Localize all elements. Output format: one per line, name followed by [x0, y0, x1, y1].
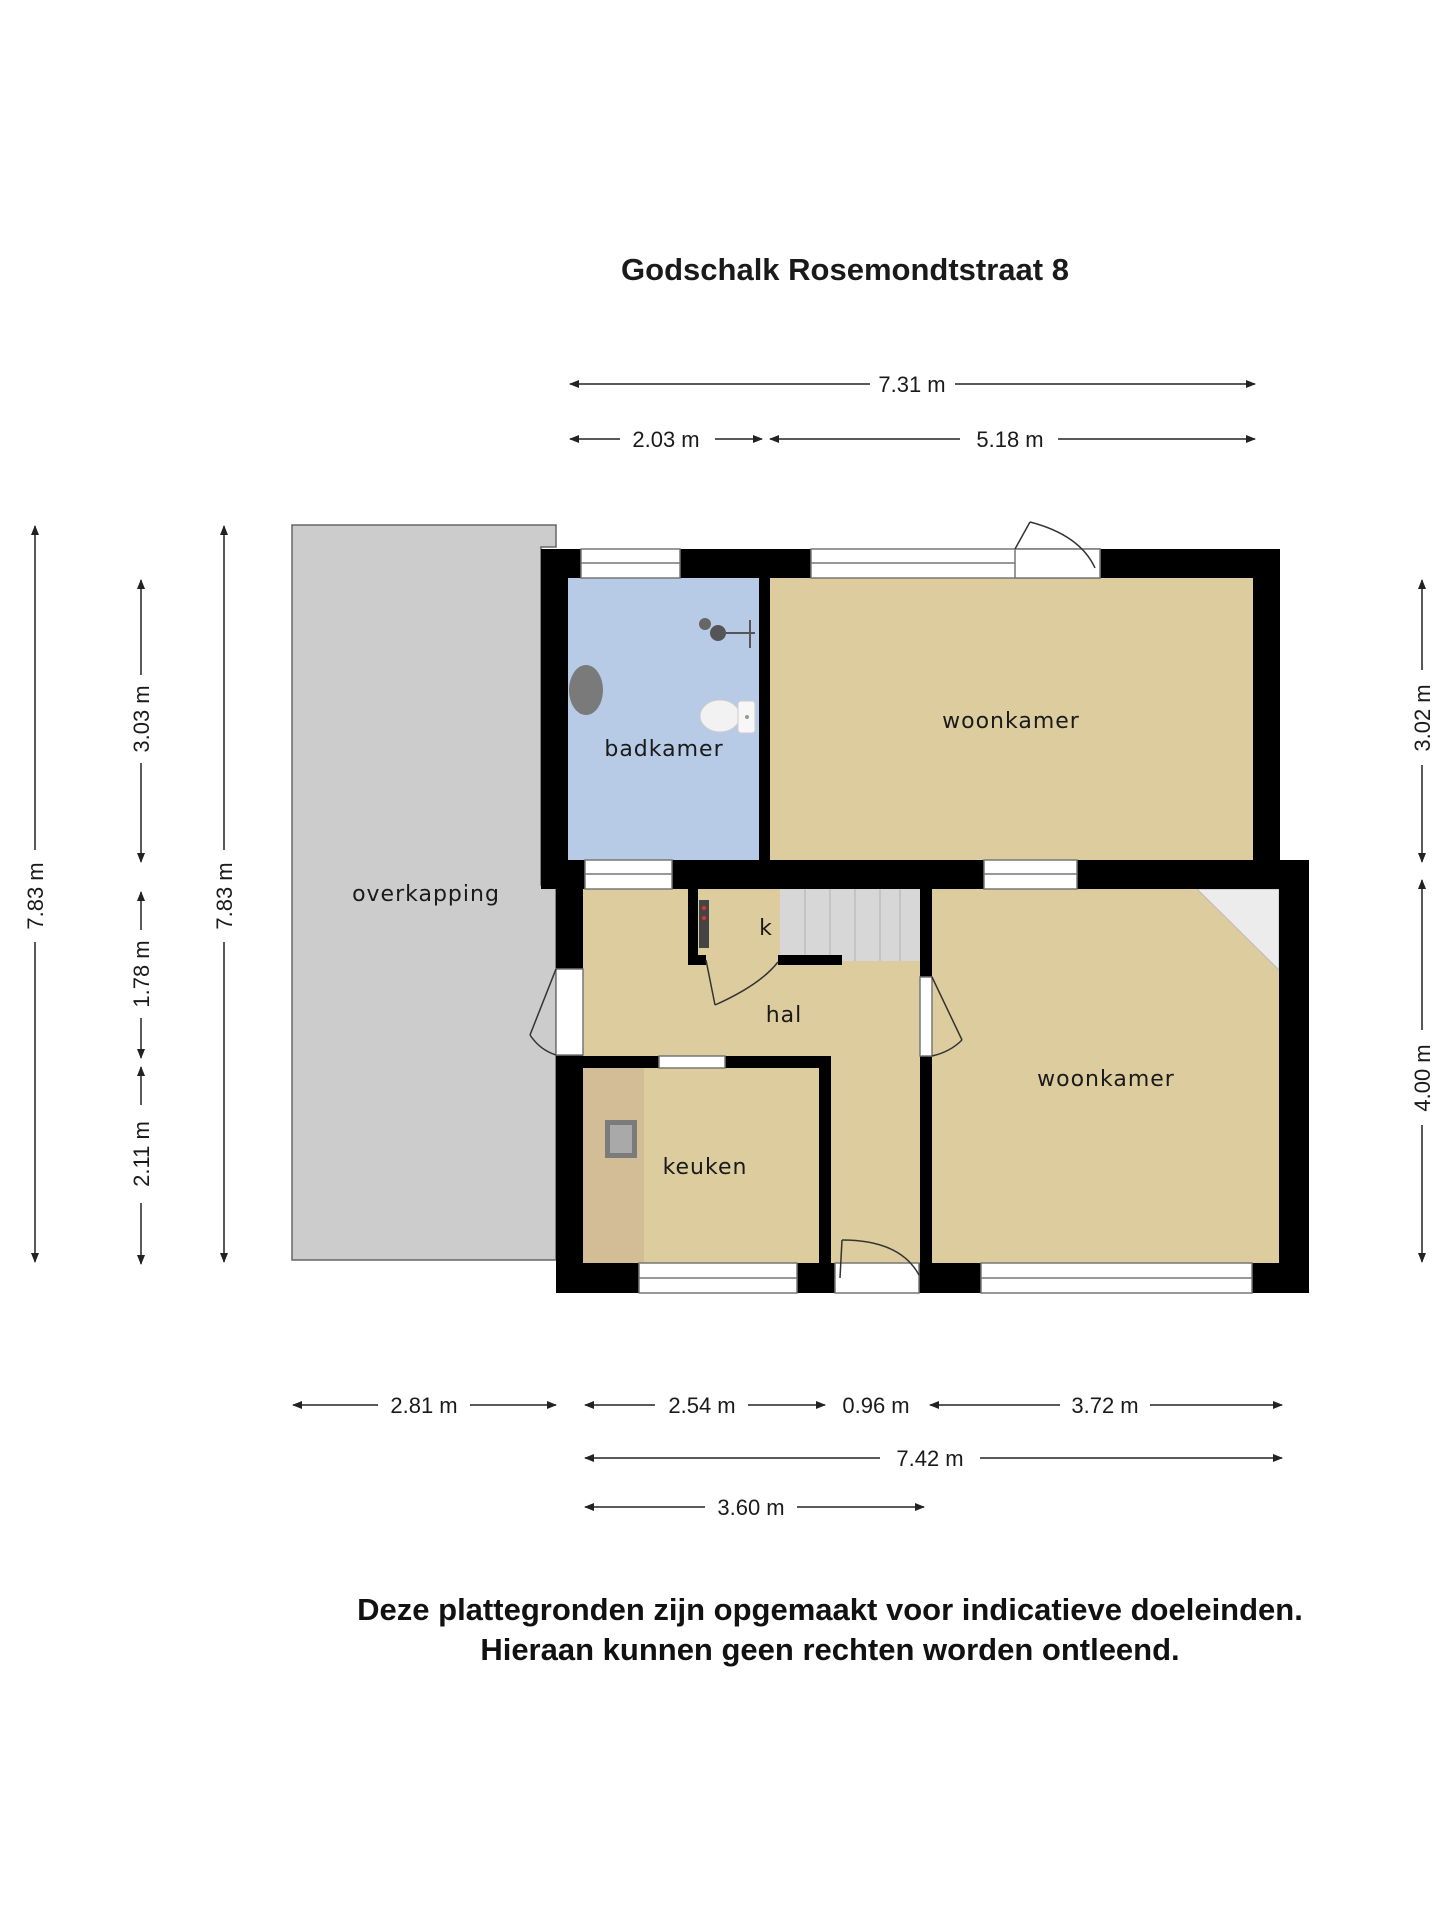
- shower-icon: [699, 618, 711, 630]
- dim-bottom-seg2: 2.54 m: [668, 1393, 736, 1418]
- disclaimer-line-1: Deze plattegronden zijn opgemaakt voor indicatieve doeleinden.: [357, 1592, 1303, 1627]
- dim-left-outer: 7.83 m: [23, 862, 48, 930]
- dim-bottom-seg3: 0.96 m: [842, 1393, 910, 1418]
- toilet-icon: [700, 700, 740, 732]
- disclaimer: [0, 1590, 1440, 1670]
- dim-right-seg2: 4.00 m: [1410, 1044, 1435, 1112]
- dim-bottom-sub: 3.60 m: [717, 1495, 785, 1520]
- room-label-overkapping: overkapping: [352, 882, 500, 907]
- room-label-woonkamer-top: woonkamer: [942, 709, 1080, 734]
- room-label-badkamer: badkamer: [604, 737, 724, 762]
- dim-bottom-total: 7.42 m: [896, 1446, 964, 1471]
- dim-top-left: 2.03 m: [632, 427, 700, 452]
- dim-left-inner: 7.83 m: [212, 862, 237, 930]
- page-title: Godschalk Rosemondtstraat 8: [621, 252, 1069, 287]
- disclaimer-line-2: Hieraan kunnen geen rechten worden ontleend.: [480, 1632, 1180, 1667]
- sink-icon: [569, 665, 603, 715]
- kitchen-counter: [583, 1068, 644, 1263]
- dim-top-total: 7.31 m: [878, 372, 946, 397]
- dim-right-seg1: 3.02 m: [1410, 684, 1435, 752]
- dim-left-seg1: 3.03 m: [129, 685, 154, 753]
- room-label-woonkamer-bottom: woonkamer: [1037, 1067, 1175, 1092]
- stairs: [780, 889, 920, 961]
- room-label-kast: k: [759, 916, 773, 941]
- dim-left-seg2: 1.78 m: [129, 940, 154, 1008]
- room-label-hal: hal: [765, 1003, 803, 1028]
- dim-left-seg3: 2.11 m: [129, 1121, 154, 1187]
- dim-bottom-seg4: 3.72 m: [1071, 1393, 1139, 1418]
- room-label-keuken: keuken: [662, 1155, 748, 1180]
- dim-bottom-seg1: 2.81 m: [390, 1393, 458, 1418]
- dim-top-right: 5.18 m: [976, 427, 1044, 452]
